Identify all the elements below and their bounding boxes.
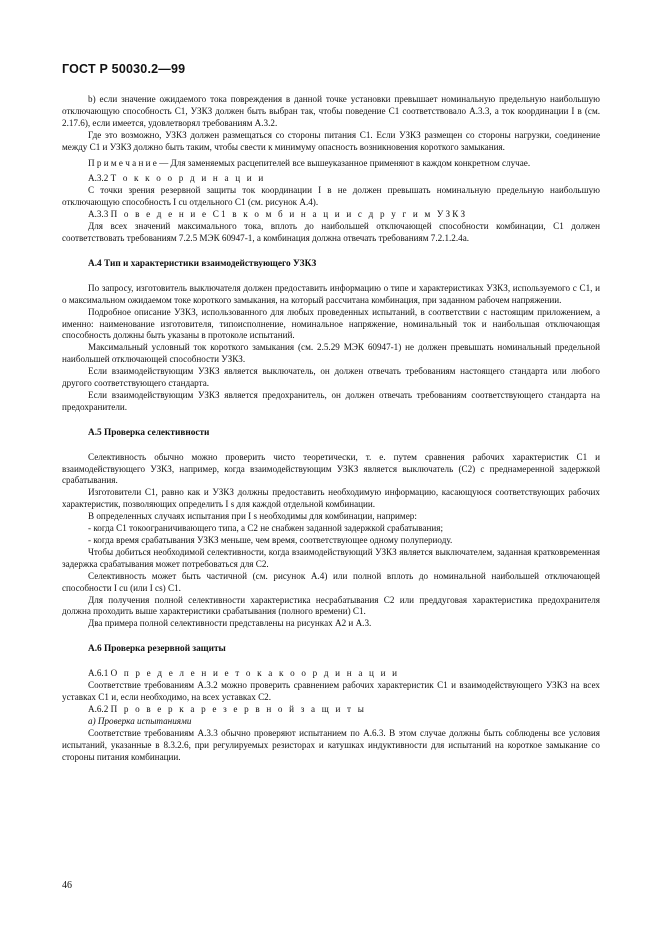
paragraph: Изготовители C1, равно как и УЗКЗ должны предоставить необходимую информацию, касающуюся соответствующих рабочих характеристик, позволяющих определить I s для каждой отдельной комбинации. — [62, 487, 600, 510]
paragraph: Селективность может быть частичной (см. рисунок А.4) или полной вплоть до номинальной наибольшей отключающей способности I cu (или I cs) C1. — [62, 570, 600, 593]
paragraph: Соответствие требованиям А.3.3 обычно проверяют испытанием по А.6.3. В этом случае должны быть соблюдены все условия испытаний, указанные в 8.3.2.6, при регулируемых резисторах и катушках индуктивности для испытаний на короткое замыкание со стороны питания комбинации. — [62, 727, 600, 762]
note — [62, 158, 600, 170]
paragraph: Где это возможно, УЗКЗ должен размещаться со стороны питания C1. Если УЗКЗ размещен со стороны нагрузки, соединение между C1 и УЗКЗ должно быть таким, чтобы свести к минимуму опасность возникновения короткого замыкания. — [62, 129, 600, 152]
section-heading: А.5 Проверка селективности — [88, 427, 210, 438]
paragraph: Для всех значений максимального тока, вплоть до наибольшей отключающей способности комбинации, C1 должен соответствовать требованиям 7.2.5 МЭК 60947-1, а комбинация должна отвечать требованиям 7.2.1.2.4a. — [62, 221, 600, 243]
page-number: 46 — [62, 880, 72, 891]
subclause-title: а) Проверка испытаниями — [88, 715, 192, 726]
clause-title: П о в е д е н и е C1 в к о м б и н а ц и и с д р у г и м УЗКЗ — [110, 209, 468, 220]
clause-heading — [62, 173, 600, 185]
paragraph: Чтобы добиться необходимой селективности, когда взаимодействующий УЗКЗ является выключателем, заданная кратковременная задержка срабатывания может потребоваться для C2. — [62, 546, 600, 569]
paragraph: Селективность обычно можно проверить чисто теоретически, т. е. путем сравнения рабочих характеристик C1 и взаимодействующего УЗКЗ, например, когда взаимодействующим УЗКЗ является выключатель (C2) с преднамеренной задержкой срабатывания. — [62, 451, 600, 486]
paragraph: В определенных случаях испытания при I s необходимы для комбинации, например: — [88, 511, 417, 522]
clause-heading — [62, 668, 600, 680]
clause-number: А.6.2 — [88, 703, 109, 714]
clause-number: А.6.1 — [88, 668, 109, 679]
list-item: - когда время срабатывания УЗКЗ меньше, чем время, соответствующее одному полупериоду. — [88, 535, 453, 545]
clause-title: Т о к к о о р д и н а ц и и — [110, 173, 266, 184]
clause-number: А.3.3 — [88, 209, 109, 220]
paragraph: Для получения полной селективности характеристика несрабатывания C2 или преддуговая характеристика предохранителя должна проходить выше характеристики срабатывания (полного времени) C1. — [62, 594, 600, 617]
paragraph: Если взаимодействующим УЗКЗ является предохранитель, он должен отвечать требованиям соответствующего стандарта на предохранители. — [62, 389, 600, 412]
clause-heading — [62, 704, 600, 716]
paragraph: С точки зрения резервной защиты ток координации I в не должен превышать номинальную предельную наибольшую отключающую способность I cu отдельного C1 (см. рисунок А.4). — [62, 185, 600, 208]
document-body — [62, 94, 600, 763]
section-heading: А.6 Проверка резервной защиты — [88, 644, 226, 655]
note-text: — Для заменяемых расцепителей все вышеуказанное применяют в каждом конкретном случае. — [156, 157, 531, 168]
clause-title: О п р е д е л е н и е т о к а к о о р д и н а ц и и — [110, 668, 400, 679]
paragraph: Подробное описание УЗКЗ, использованного для любых проведенных испытаний, в соответствии с настоящим приложением, а именно: наименование изготовителя, типоисполнение, номинальное напряжение, номинальный ток и наибольшая отключающая способность должны быть указаны в протоколе испытаний. — [62, 306, 600, 341]
paragraph: b) если значение ожидаемого тока повреждения в данной точке установки превышает номинальную предельную наибольшую отключающую способность C1, УЗКЗ должен быть выбран так, чтобы поведение C1 соответствовало А.3.3, а ток координации I в (см. 2.17.6), если имеется, удовлетворял требованиям А.3.2. — [62, 94, 600, 128]
clause-heading — [62, 209, 600, 221]
paragraph: Соответствие требованиям А.3.2 можно проверить сравнением рабочих характеристик C1 и взаимодействующего УЗКЗ на всех уставках C1 и, если необходимо, на всех уставках C2. — [62, 680, 600, 702]
clause-title: П р о в е р к а р е з е р в н о й з а щ и т ы — [110, 703, 367, 714]
paragraph: Максимальный условный ток короткого замыкания (см. 2.5.29 МЭК 60947-1) не должен превышать номинальный предельной наибольшей отключающей способности УЗКЗ. — [62, 342, 600, 365]
paragraph: Если взаимодействующим УЗКЗ является выключатель, он должен отвечать требованиям настоящего стандарта или любого другого соответствующего стандарта. — [62, 366, 600, 389]
subclause-label — [62, 716, 600, 728]
paragraph: По запросу, изготовитель выключателя должен предоставить информацию о типе и характеристиках УЗКЗ, используемого с C1, и о максимальном ожидаемом токе короткого замыкания, на который рассчитана комбинация, при заданном рабочем напряжении. — [62, 282, 600, 305]
document-header: ГОСТ Р 50030.2—99 — [62, 62, 186, 76]
paragraph: Два примера полной селективности представлены на рисунках А2 и А.3. — [88, 618, 372, 629]
clause-number: А.3.2 — [88, 173, 109, 184]
note-label: П р и м е ч а н и е — [88, 157, 157, 168]
list-item: - когда C1 токоограничивающего типа, а C2 не снабжен заданной задержкой срабатывания; — [88, 523, 444, 534]
section-heading: А.4 Тип и характеристики взаимодействующего УЗКЗ — [88, 258, 317, 269]
